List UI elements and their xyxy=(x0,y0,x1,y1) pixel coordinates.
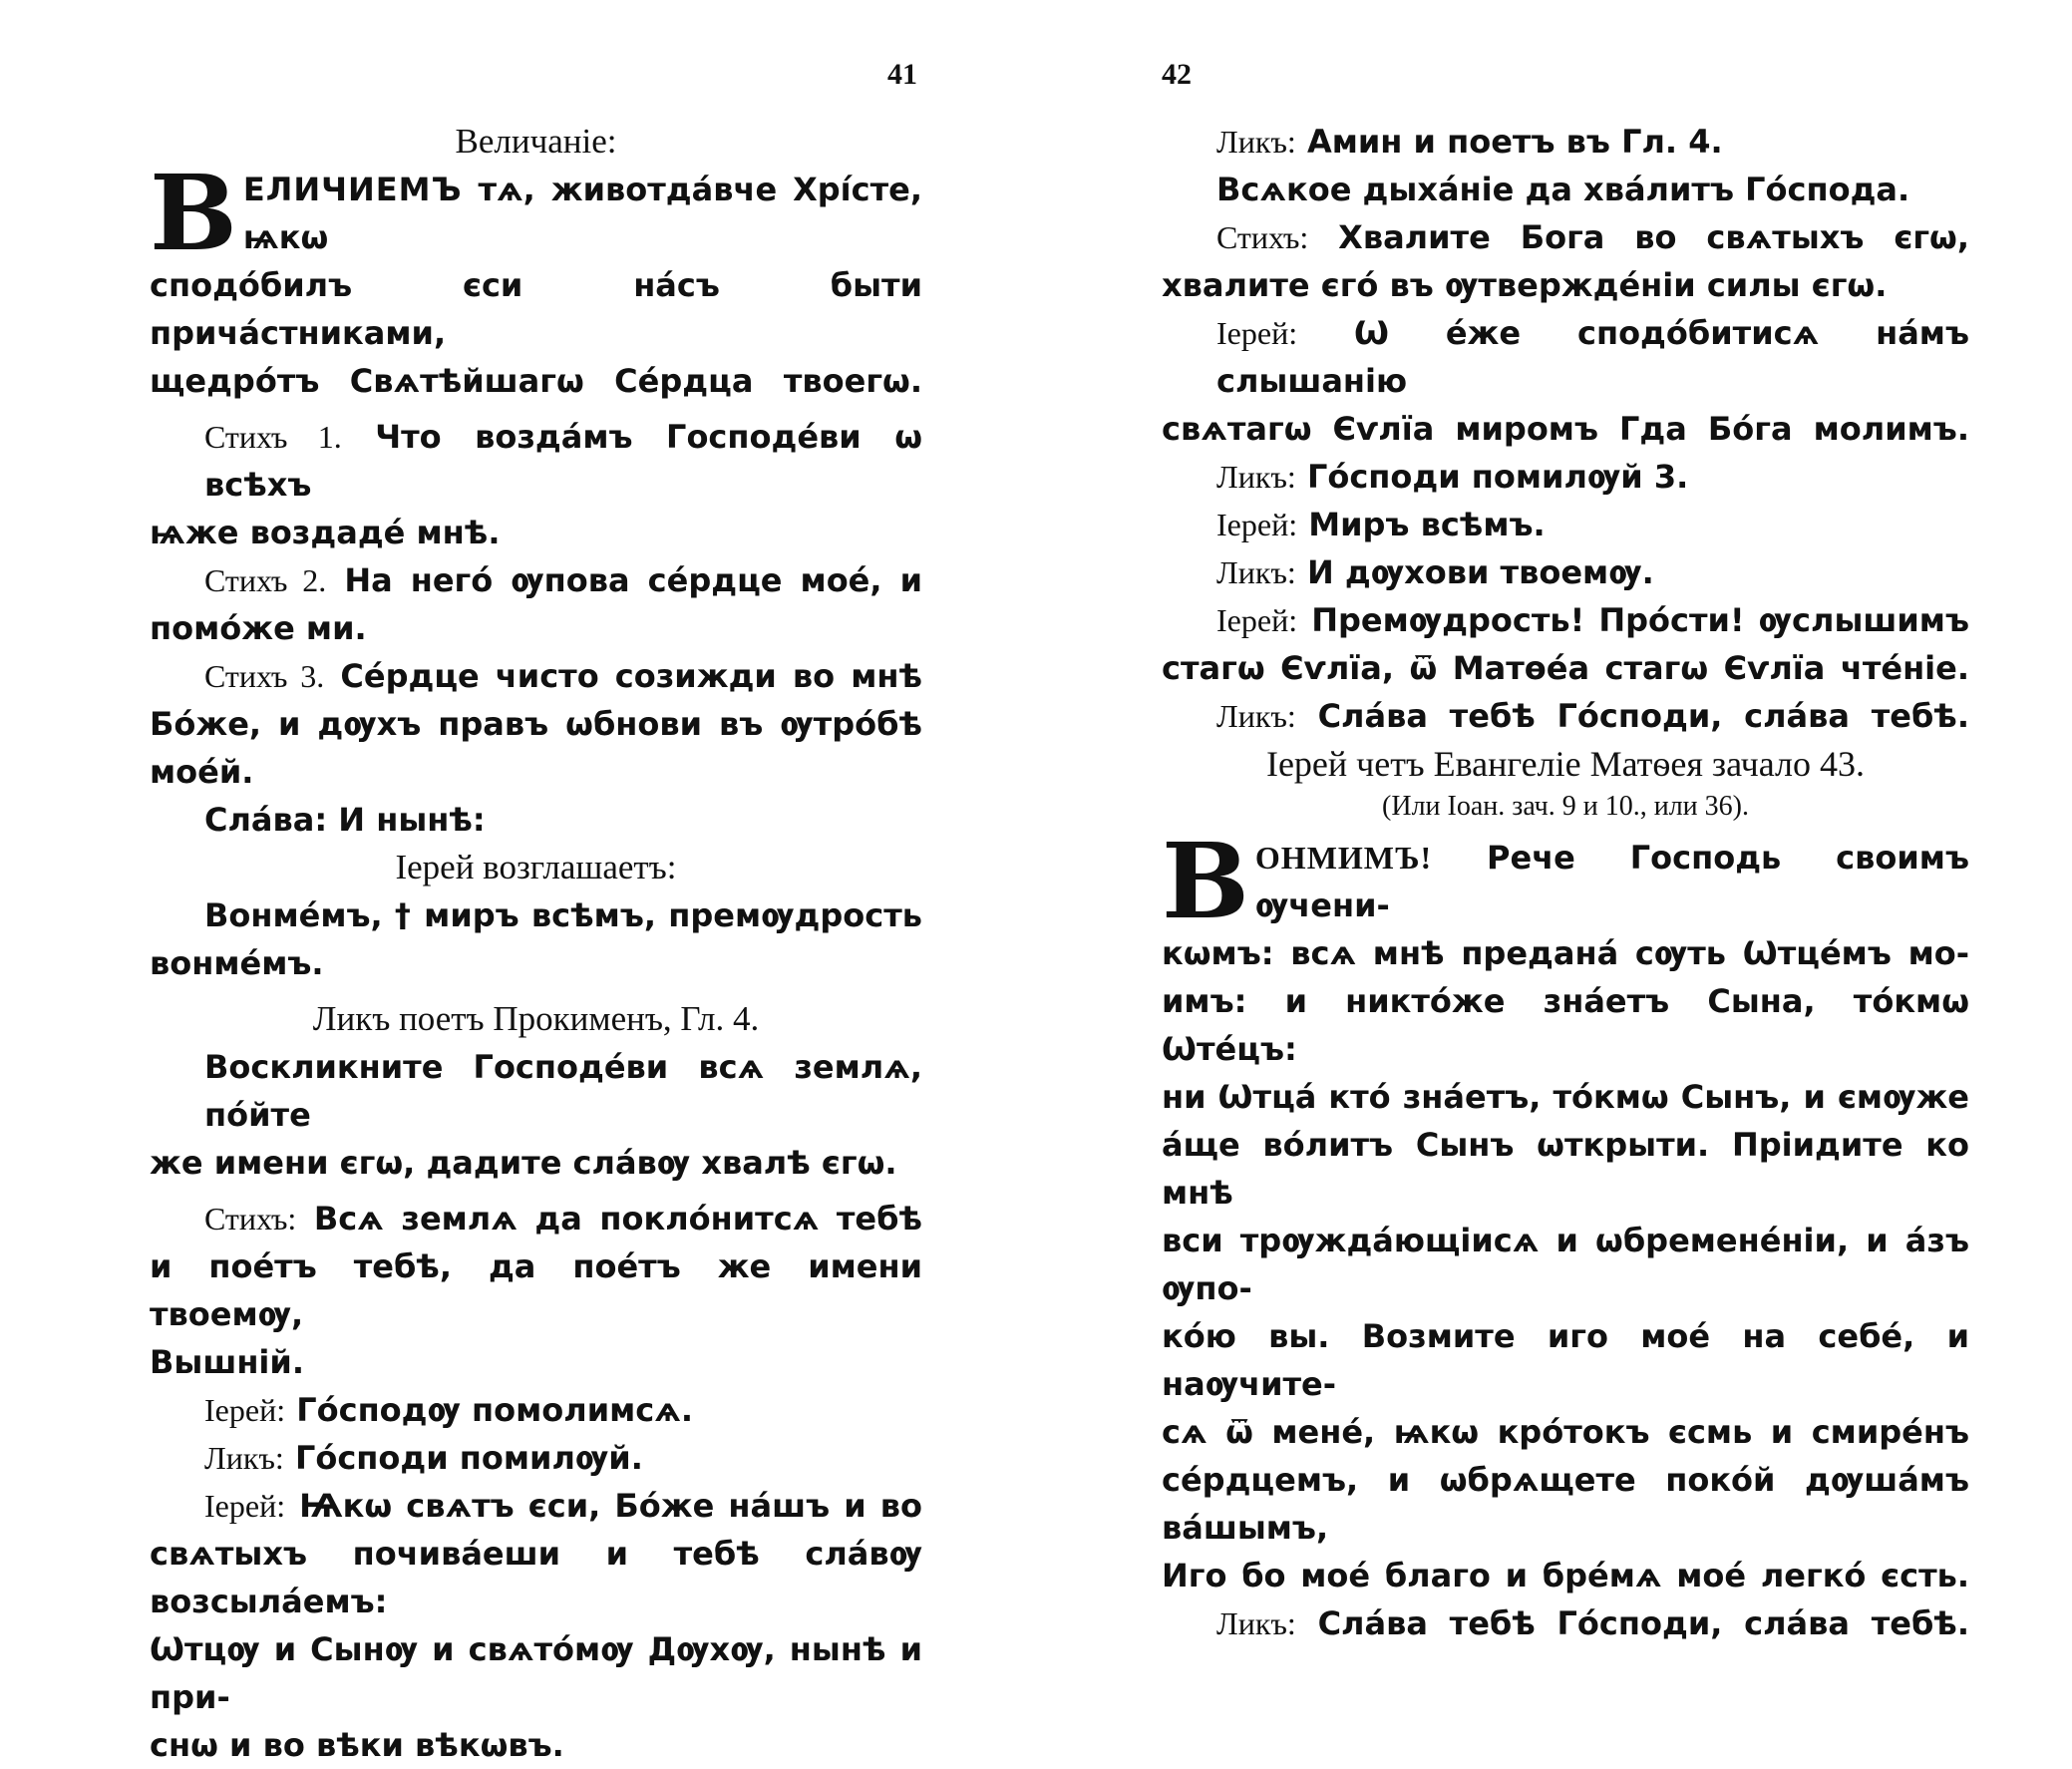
lik-amin-text: Амин и поетъ въ Гл. 4. xyxy=(1306,123,1723,161)
gospel-paragraph xyxy=(1162,820,1970,1599)
stih-4-label: Стихъ: xyxy=(204,1201,297,1237)
lik-1-text: Гóсподи помилѹй. xyxy=(294,1439,643,1477)
prokimen-line-1: Воскликните Господéви всѧ землѧ, пóйте xyxy=(204,1048,922,1134)
ierey-1-text: Гóсподѹ помолимсѧ. xyxy=(296,1391,694,1429)
velichanie-line-3: щедрóтъ Свѧтѣйшагѡ Сéрдца твоегѡ. xyxy=(150,362,922,400)
ierey-r3-label: Іерей: xyxy=(1216,602,1298,638)
lik-r2-label: Ликъ: xyxy=(1216,554,1296,590)
ierey-chtet-evangelie: Іерей четъ Евангеліе Матѳея зачало 43. xyxy=(1265,744,1866,784)
stih-3-line-1: Сéрдце чисто созижди во мнѣ xyxy=(340,657,923,695)
left-column xyxy=(150,118,922,1769)
gospel-first-word: ОНМИМЪ! xyxy=(1254,840,1433,876)
velichaem-first-word: ЕЛИЧИЕМЪ xyxy=(242,171,463,208)
ierey-2-line-2: свѧтыхъ почивáеши и тебѣ слáвѹ возсылáемъ: xyxy=(150,1535,922,1620)
gospel-line-4: ни Ѡтцá ктó знáетъ, тóкмѡ Сынъ, и ємѹже xyxy=(1162,1078,1969,1116)
ierey-2-line-4: снѡ и во вѣки вѣкѡвъ. xyxy=(150,1726,564,1764)
velichanie-line-2: сподóбилъ єси нáсъ быти причáстниками, xyxy=(150,266,922,352)
stih-right-label: Стихъ: xyxy=(1216,219,1309,255)
stih-right-line-1: Хвалите Бога во свѧтыхъ єгѡ, xyxy=(1338,218,1969,256)
gospel-line-5: áще вóлитъ Сынъ ѡткрыти. Пріидите ко мнѣ xyxy=(1162,1126,1969,1212)
ierey-2-line-1: Ѩкѡ свѧтъ єси, Бóже нáшъ и во xyxy=(299,1487,922,1525)
page-number-right: 42 xyxy=(1162,58,1192,91)
stih-1-line-1: Что воздáмъ Господéви ѡ всѣхъ xyxy=(204,418,923,504)
heading-velichanie: Величаніе: xyxy=(455,122,617,161)
lik-r3-label: Ликъ: xyxy=(1216,698,1296,734)
gospel-line-2: кѡмъ: всѧ мнѣ преданá сѹть Ѡтцéмъ мо- xyxy=(1162,934,1969,972)
ierey-r1-label: Іерей: xyxy=(1216,315,1298,351)
dropcap-vonmem: В xyxy=(1162,820,1249,942)
ierey-2-line-3: Ѡтцѹ и Сынѹ и свѧтóмѹ Дѹхѹ, нынѣ и при- xyxy=(150,1630,922,1716)
stih-right-line-2: хвалите єгó въ ѹтверждéніи силы єгѡ. xyxy=(1162,266,1888,304)
lik-amin-label: Ликъ: xyxy=(1216,124,1296,160)
lik-poet-prokimen: Ликъ поетъ Прокименъ, Гл. 4. xyxy=(312,999,760,1038)
stih-4-line-3: Вышній. xyxy=(150,1343,304,1381)
ierey-r1-line-2: свѧтагѡ Єѵлїа миромъ Гда Бóга молимъ. xyxy=(1162,410,1969,448)
vsyakoe-dyhanie: Всѧкое дыхáніе да хвáлитъ Гóспода. xyxy=(1216,171,1910,208)
lik-r3-text: Слáва тебѣ Гóсподи, слáва тебѣ. xyxy=(1317,697,1970,735)
gospel-line-10: Иго бо моé благо и брéмѧ моé легкó єсть. xyxy=(1162,1557,1969,1594)
gospel-line-9: сéрдцемъ, и ѡбрѧщете покóй дѹшáмъ вáшымъ, xyxy=(1162,1461,1969,1547)
vonmem-line-1: Вонмéмъ, † миръ всѣмъ, премѹдрость xyxy=(204,896,922,934)
stih-3-label: Стихъ 3. xyxy=(204,658,325,694)
lik-1-label: Ликъ: xyxy=(204,1440,284,1476)
stih-2-line-2: помóже ми. xyxy=(150,609,367,647)
gospel-line-7: кóю вы. Возмите иго моé на себé, и наѹчите- xyxy=(1162,1317,1969,1403)
gospel-line-6: вси трѹждáющіисѧ и ѡбременéніи, и áзъ ѹпо- xyxy=(1162,1222,1969,1307)
stih-2-line-1: На негó ѹпова сéрдце моé, и xyxy=(344,561,923,599)
velichanie-paragraph xyxy=(150,152,922,405)
ierey-r3-line-1: Премѹдрость! Прóсти! ѹслышимъ xyxy=(1311,601,1970,639)
stih-3-line-2: Бóже, и дѹхъ правъ ѡбнови въ ѹтрóбѣ моéй. xyxy=(150,705,922,791)
page-number-left: 41 xyxy=(887,58,917,91)
stih-1-line-2: ѩже воздадé мнѣ. xyxy=(150,514,501,551)
stih-1-label: Стихъ 1. xyxy=(204,419,342,455)
ierey-1-label: Іерей: xyxy=(204,1392,286,1428)
ili-ioan: (Или Іоан. зач. 9 и 10., или 36). xyxy=(1382,791,1749,822)
gospel-line-3: имъ: и никтóже знáетъ Сына, тóкмѡ Ѡтéцъ: xyxy=(1162,982,1969,1068)
lik-final-label: Ликъ: xyxy=(1216,1605,1296,1641)
ierey-r2-text: Миръ всѣмъ. xyxy=(1308,506,1546,543)
lik-final-text: Слáва тебѣ Гóсподи, слáва тебѣ. xyxy=(1317,1604,1970,1642)
velichanie-line-1: тѧ, животдáвче Хрíсте, ѩкѡ xyxy=(242,171,922,256)
vonmem-line-2: вонмéмъ. xyxy=(150,944,324,982)
lik-r1-text: Гóсподи помилѹй 3. xyxy=(1306,458,1689,496)
right-column xyxy=(1162,118,1969,1647)
gospel-line-8: сѧ ѿ менé, ѩкѡ крóтокъ єсмь и смирéнъ xyxy=(1162,1413,1969,1451)
slava-i-nyne: Слáва: И нынѣ: xyxy=(204,801,486,839)
lik-r1-label: Ликъ: xyxy=(1216,459,1296,495)
ierey-vozglashaet: Іерей возглашаетъ: xyxy=(395,848,677,886)
ierey-r3-line-2: стагѡ Єѵлїа, ѿ Матѳéа стагѡ Єѵлїа чтéніе. xyxy=(1162,649,1969,687)
ierey-2-label: Іерей: xyxy=(204,1488,286,1524)
dropcap-velichaem: В xyxy=(150,152,237,274)
gospel-line-1: Рече Господь своимъ ѹчени- xyxy=(1254,839,1970,924)
stih-2-label: Стихъ 2. xyxy=(204,562,327,598)
stih-4-line-2: и поéтъ тебѣ, да поéтъ же имени твоемѹ, xyxy=(150,1247,922,1333)
ierey-r1-line-1: Ѡ éже сподóбитисѧ нáмъ слышанію xyxy=(1216,314,1970,400)
prokimen-line-2: же имени єгѡ, дадите слáвѹ хвалѣ єгѡ. xyxy=(150,1144,897,1182)
lik-r2-text: И дѹхови твоемѹ. xyxy=(1306,553,1654,591)
ierey-r2-label: Іерей: xyxy=(1216,507,1298,542)
stih-4-line-1: Всѧ землѧ да поклóнитсѧ тебѣ xyxy=(313,1200,923,1238)
